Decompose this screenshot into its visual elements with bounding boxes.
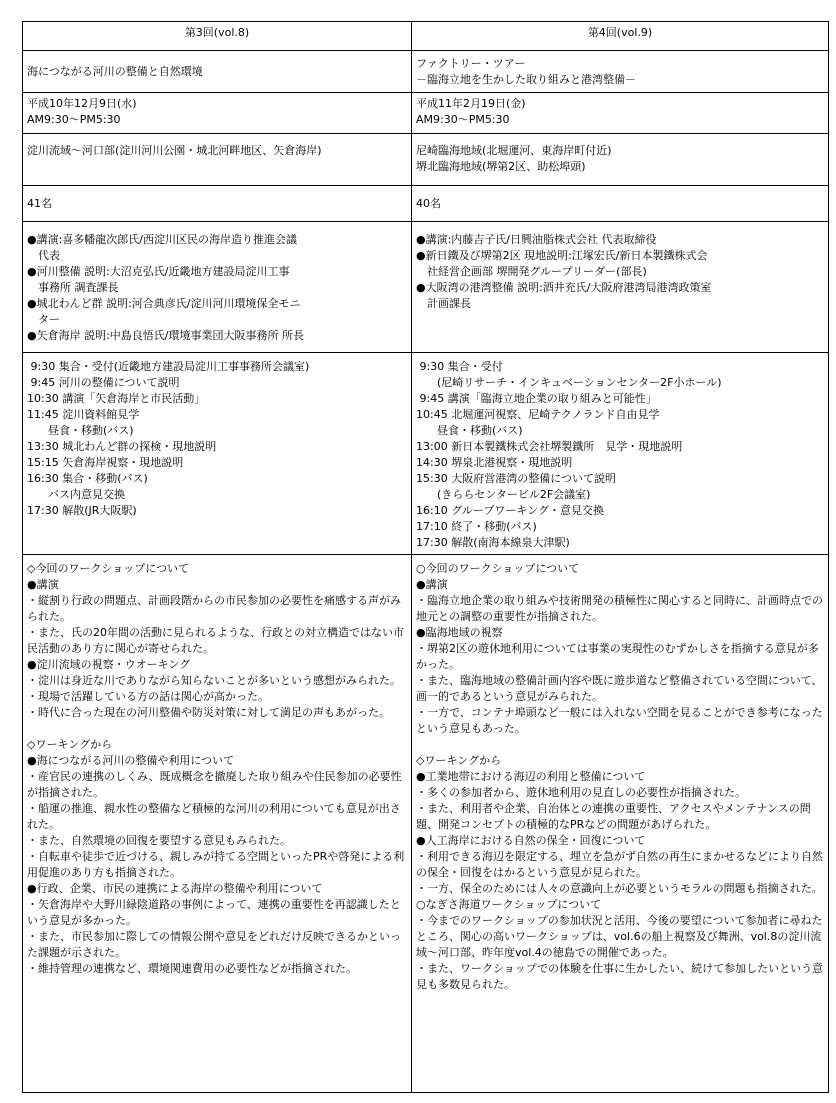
- schedule-right: [412, 353, 829, 555]
- speakers-right: [412, 222, 829, 353]
- schedule-item: 13:00 新日本製鐵株式会社堺製鐵所 見学・現地説明: [416, 440, 683, 453]
- time-line: AM9:30～PM5:30: [416, 113, 510, 126]
- note-line: ・堺第2区の遊休地利用については事業の実現性のむずかしさを指摘する意見が多かった。: [416, 642, 819, 671]
- note-line: ・縦割り行政の問題点、計画段階からの市民参加の必要性を痛感する声がみられた。: [27, 594, 401, 623]
- speaker-line: ●新日鐵及び堺第2区 現地説明:江塚宏氏/新日本製鐵株式会: [416, 249, 708, 262]
- schedule-item: 16:30 集合・移動(バス): [27, 472, 148, 485]
- note-line: ・また、氏の20年間の活動に見られるような、行政との対立構造ではない市民活動のあり方に関心が寄せられた。: [27, 626, 404, 655]
- speaker-line: 事務所 調査課長: [27, 281, 119, 294]
- theme-right: [412, 51, 829, 93]
- participants-row: [23, 186, 829, 222]
- note-line: ●工業地帯における海辺の利用と整備について: [416, 770, 646, 783]
- location-row: [23, 134, 829, 186]
- speaker-line: ●矢倉海岸 説明:中島良悟氏/環境事業団大阪事務所 所長: [27, 329, 305, 342]
- location-line: 淀川流域～河口部(淀川河川公園・城北河畔地区、矢倉海岸): [27, 144, 322, 157]
- note-line: ○なぎさ海道ワークショップについて: [416, 898, 602, 911]
- note-line: ・また、自然環境の回復を要望する意見もみられた。: [27, 834, 291, 847]
- schedule-item: 15:15 矢倉海岸視察・現地説明: [27, 456, 184, 469]
- note-line: ・淀川は身近な川でありながら知らないことが多いという感想がみられた。: [27, 674, 401, 687]
- note-line: ・また、臨海地域の整備計画内容や既に遊歩道など整備されている空間について、画一的であるという意見がみられた。: [416, 674, 823, 703]
- schedule-item: (きららセンタービル2F会議室): [416, 488, 591, 501]
- notes-right: [412, 555, 829, 1093]
- date-right: [412, 93, 829, 134]
- speaker-line: ●城北わんど群 説明:河合典彦氏/淀川河川環境保全モニ: [27, 297, 301, 310]
- schedule-item: (尼崎リサーチ・インキュベーションセンター2F小ホール): [416, 376, 722, 389]
- participants-left: 41名: [23, 186, 412, 222]
- note-line: ・利用できる海辺を限定する、埋立を急がず自然の再生にまかせるなどにより自然の保全・回復をはかるという意見が見られた。: [416, 850, 823, 879]
- schedule-item: 11:45 淀川資料館見学: [27, 408, 140, 421]
- note-line: ○今回のワークショップについて: [416, 562, 580, 575]
- participants-right: 40名: [412, 186, 829, 222]
- schedule-item: 昼食・移動(バス): [416, 424, 523, 437]
- speaker-line: ●講演:喜多幡龍次郎氏/西淀川区民の海岸造り推進会議: [27, 233, 298, 246]
- theme-left: [23, 51, 412, 93]
- theme-row: [23, 51, 829, 93]
- date-line: 平成11年2月19日(金): [416, 97, 526, 110]
- schedule-item: 17:10 終了・移動(バス): [416, 520, 537, 533]
- notes-row: [23, 555, 829, 1093]
- schedule-item: 9:45 講演「臨海立地企業の取り組みと可能性」: [416, 392, 657, 405]
- note-line: ・現場で活躍している方の話は関心が高かった。: [27, 690, 269, 703]
- note-line: ●行政、企業、市民の連携による海岸の整備や利用について: [27, 882, 323, 895]
- schedule-item: 9:30 集合・受付(近畿地方建設局淀川工事事務所会議室): [27, 360, 310, 373]
- note-line: ◇今回のワークショップについて: [27, 562, 190, 575]
- speaker-line: 社経営企画部 堺開発グループリーダー(部長): [416, 265, 647, 278]
- note-line: ●淀川流域の視察・ウオーキング: [27, 658, 191, 671]
- schedule-item: 13:30 城北わんど群の探検・現地説明: [27, 440, 217, 453]
- schedule-item: 17:30 解散(南海本線泉大津駅): [416, 536, 570, 549]
- speaker-line: ●河川整備 説明:大沼克弘氏/近畿地方建設局淀川工事: [27, 265, 290, 278]
- location-left: [23, 134, 412, 186]
- location-line: 堺北臨海地域(堺第2区、助松埠頭): [416, 160, 586, 173]
- note-line: ・臨海立地企業の取り組みや技術開発の積極性に関心すると同時に、計画時点での地元との調整の重要性が指摘された。: [416, 594, 823, 623]
- note-line: ・時代に合った現在の河川整備や防災対策に対して満足の声もあがった。: [27, 706, 390, 719]
- note-line: ・また、市民参加に際しての情報公開や意見をどれだけ反映できるかといった課題が示された。: [27, 930, 401, 959]
- schedule-item: バス内意見交換: [27, 488, 125, 501]
- theme-line: －臨海立地を生かした取り組みと港湾整備－: [416, 72, 636, 86]
- schedule-item: 9:30 集合・受付: [416, 360, 503, 373]
- speaker-line: ●大阪湾の港湾整備 説明:酒井充氏/大阪府港湾局港湾政策室: [416, 281, 712, 294]
- schedule-left: [23, 353, 412, 555]
- note-line: [27, 721, 407, 737]
- note-line: ・一方、保全のためには人々の意識向上が必要というモラルの問題も指摘された。: [416, 882, 823, 895]
- note-line: ●人工海岸における自然の保全・回復について: [416, 834, 646, 847]
- speaker-line: 代表: [27, 249, 60, 262]
- schedule-item: 15:30 大阪府営港湾の整備について説明: [416, 472, 616, 485]
- note-line: [416, 737, 824, 753]
- schedule-item: 16:10 グループワーキング・意見交換: [416, 504, 604, 517]
- note-line: ・また、利用者や企業、自治体との連携の重要性、アクセスやメンテナンスの問題、開発コンセプトの積極的なPRなどの問題があげられた。: [416, 802, 811, 831]
- notes-left: [23, 555, 412, 1093]
- note-line: ・また、ワークショップでの体験を仕事に生かしたい、続けて参加したいという意見も多数見られた。: [416, 962, 824, 991]
- note-line: ・多くの参加者から、遊休地利用の見直しの必要性が指摘された。: [416, 786, 746, 799]
- note-line: ・矢倉海岸や大野川緑陰道路の事例によって、連携の重要性を再認識したという意見が多かった。: [27, 898, 401, 927]
- header-right: 第4回(vol.9): [412, 22, 829, 51]
- theme-line: ファクトリー・ツアー: [416, 56, 526, 70]
- location-right: [412, 134, 829, 186]
- date-left: [23, 93, 412, 134]
- speakers-left: [23, 222, 412, 353]
- header-row: [23, 22, 829, 51]
- note-line: ・産官民の連携のしくみ、既成概念を撤廃した取り組みや住民参加の必要性が指摘された。: [27, 770, 402, 799]
- theme-line: 海につながる河川の整備と自然環境: [27, 64, 203, 78]
- schedule-row: [23, 353, 829, 555]
- date-row: [23, 93, 829, 134]
- speaker-line: 計画課長: [416, 297, 471, 310]
- header-left: 第3回(vol.8): [23, 22, 412, 51]
- schedule-item: 10:30 講演「矢倉海岸と市民活動」: [27, 392, 206, 405]
- schedule-item: 9:45 河川の整備について説明: [27, 376, 180, 389]
- note-line: ●講演: [416, 578, 448, 591]
- note-line: ・船運の推進、親水性の整備など積極的な河川の利用についても意見が出された。: [27, 802, 401, 831]
- speaker-line: ●講演:内藤吉子氏/日興油脂株式会社 代表取締役: [416, 233, 657, 246]
- note-line: ・維持管理の連携など、環境関連費用の必要性などが指摘された。: [27, 962, 357, 975]
- schedule-item: 昼食・移動(バス): [27, 424, 134, 437]
- schedule-item: 17:30 解散(JR大阪駅): [27, 504, 137, 517]
- note-line: ●海につながる河川の整備や利用について: [27, 754, 235, 767]
- note-line: ●講演: [27, 578, 59, 591]
- location-line: 尼崎臨海地域(北堀運河、東海岸町付近): [416, 144, 612, 157]
- note-line: ・自転車や徒歩で近づける、親しみが持てる空間といったPRや啓発による利用促進のあり方も指摘された。: [27, 850, 405, 879]
- date-line: 平成10年12月9日(水): [27, 97, 137, 110]
- schedule-item: 14:30 堺泉北港視察・現地説明: [416, 456, 573, 469]
- note-line: ◇ワーキングから: [27, 738, 113, 751]
- note-line: ●臨海地域の視察: [416, 626, 503, 639]
- note-line: ・一方で、コンテナ埠頭など一般には入れない空間を見ることができ参考になったという意見もあった。: [416, 706, 823, 735]
- speaker-line: ター: [27, 313, 60, 326]
- note-line: ◇ワーキングから: [416, 754, 502, 767]
- time-line: AM9:30～PM5:30: [27, 113, 121, 126]
- note-line: ・今までのワークショップの参加状況と活用、今後の要望について参加者に尋ねたところ、関心の高いワークショップは、vol.6の船上視察及び舞洲、vol.8の淀川流域～河口部、昨年度vol.4の徳島での開催であった。: [416, 914, 823, 959]
- speakers-row: [23, 222, 829, 353]
- workshop-comparison-table: [22, 21, 829, 1093]
- schedule-item: 10:45 北堀運河視察、尼崎テクノランド自由見学: [416, 408, 660, 421]
